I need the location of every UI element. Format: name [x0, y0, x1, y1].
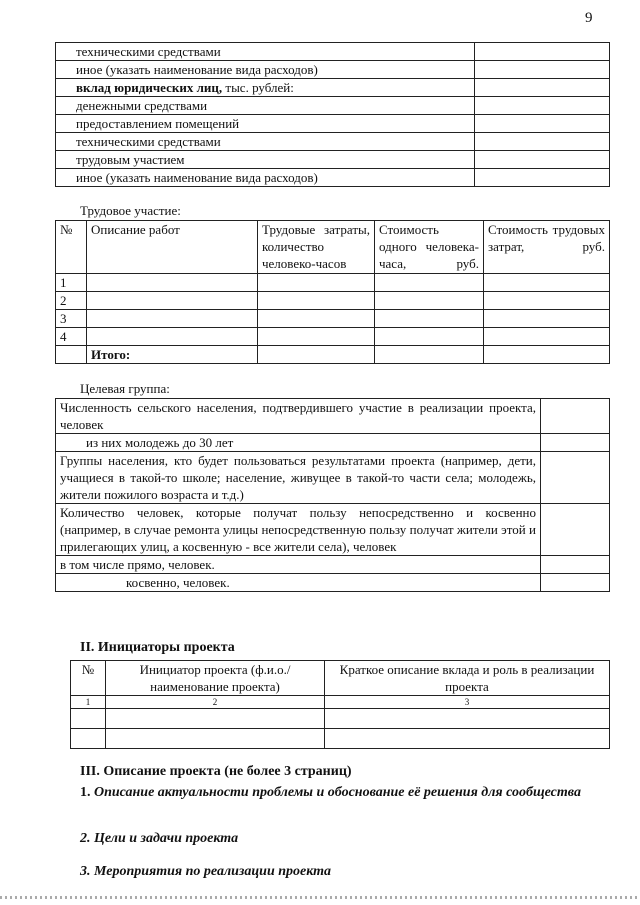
target-row [56, 504, 610, 556]
labor-cell[interactable] [258, 310, 375, 328]
labor-row [56, 328, 610, 346]
labor-header-row [56, 221, 610, 274]
target-table [55, 398, 610, 592]
target-value-cell[interactable] [541, 504, 610, 556]
description-item-1-number: 1. [80, 785, 91, 800]
contribution-label [56, 151, 475, 169]
contribution-label-text: техническими средствами [76, 44, 221, 59]
labor-cell[interactable] [87, 310, 258, 328]
scan-edge-artifact [0, 896, 640, 899]
initiators-table [70, 660, 610, 749]
initiators-header-num: № [71, 661, 106, 696]
labor-cell[interactable] [484, 328, 610, 346]
labor-total-cell[interactable] [375, 346, 484, 364]
contribution-row [56, 97, 610, 115]
cell[interactable] [325, 709, 610, 729]
target-row [56, 574, 610, 592]
contribution-value-cell[interactable] [475, 97, 610, 115]
target-row-label: из них молодежь до 30 лет [56, 434, 541, 452]
contribution-value-cell[interactable] [475, 61, 610, 79]
contribution-label-text: трудовым участием [76, 152, 185, 167]
target-row-label: в том числе прямо, человек. [56, 556, 541, 574]
labor-cell[interactable] [484, 274, 610, 292]
initiators-col-number: 1 [71, 696, 106, 709]
labor-total-label: Итого: [87, 346, 258, 364]
initiators-header-role: Краткое описание вклада и роль в реализации проекта [325, 661, 610, 696]
description-item-2: 2. Цели и задачи проекта [80, 831, 239, 846]
contribution-row [56, 151, 610, 169]
initiators-header-row [71, 661, 610, 696]
contribution-label [56, 169, 475, 187]
target-row [56, 399, 610, 434]
initiators-heading: II. Инициаторы проекта [80, 640, 235, 655]
initiators-number-row [71, 696, 610, 709]
cell[interactable] [106, 729, 325, 749]
description-heading: III. Описание проекта (не более 3 страниц) [80, 764, 352, 779]
labor-table [55, 220, 610, 364]
target-row [56, 556, 610, 574]
contribution-label [56, 97, 475, 115]
target-value-cell[interactable] [541, 399, 610, 434]
labor-cell[interactable] [375, 328, 484, 346]
description-item-3: 3. Мероприятия по реализации проекта [80, 864, 332, 879]
labor-total-cell[interactable] [484, 346, 610, 364]
contribution-row [56, 115, 610, 133]
target-row [56, 434, 610, 452]
contribution-label-text: предоставлением помещений [76, 116, 240, 131]
labor-row [56, 274, 610, 292]
initiators-header-initiator: Инициатор проекта (ф.и.о./наименование проекта) [106, 661, 325, 696]
labor-cell[interactable] [258, 328, 375, 346]
cell[interactable] [71, 709, 106, 729]
contribution-label-text: иное (указать наименование вида расходов) [76, 62, 318, 77]
labor-header-cost-total: Стоимость трудовых затрат, руб. [484, 221, 610, 274]
cell[interactable] [71, 729, 106, 749]
labor-cell[interactable] [87, 328, 258, 346]
labor-row-number: 3 [56, 310, 87, 328]
initiators-col-number: 3 [325, 696, 610, 709]
description-item-1-text: Описание актуальности проблемы и обоснование её решения для сообщества [94, 785, 581, 800]
labor-header-num: № [56, 221, 87, 274]
cell[interactable] [325, 729, 610, 749]
contribution-label [56, 61, 475, 79]
labor-row-number: 4 [56, 328, 87, 346]
labor-header-cost-hour: Стоимость одного человека-часа, руб. [375, 221, 484, 274]
target-row [56, 452, 610, 504]
contribution-row [56, 169, 610, 187]
target-title: Целевая группа: [80, 381, 170, 396]
contribution-value-cell[interactable] [475, 79, 610, 97]
contribution-value-cell[interactable] [475, 151, 610, 169]
contribution-label [56, 133, 475, 151]
target-value-cell[interactable] [541, 452, 610, 504]
target-value-cell[interactable] [541, 556, 610, 574]
labor-cell[interactable] [87, 274, 258, 292]
contribution-label [56, 79, 475, 97]
labor-cell[interactable] [375, 310, 484, 328]
initiators-empty-row [71, 709, 610, 729]
page-number: 9 [585, 10, 593, 26]
contribution-row [56, 79, 610, 97]
labor-row-number: 1 [56, 274, 87, 292]
initiators-empty-row [71, 729, 610, 749]
contribution-value-cell[interactable] [475, 133, 610, 151]
initiators-col-number: 2 [106, 696, 325, 709]
target-row-label: косвенно, человек. [56, 574, 541, 592]
labor-row [56, 292, 610, 310]
contribution-table [55, 42, 610, 187]
target-row-label: Группы населения, кто будет пользоваться результатами проекта (например, дети, учащиеся в такой-то школе; население, живущее в такой-то части села; молодежь, жители пожилого возраста и т.д.) [56, 452, 541, 504]
labor-cell[interactable] [484, 310, 610, 328]
target-value-cell[interactable] [541, 434, 610, 452]
target-row-label: Численность сельского населения, подтвердившего участие в реализации проекта, человек [56, 399, 541, 434]
description-item-1 [80, 783, 600, 803]
labor-cell[interactable] [375, 292, 484, 310]
target-row-label: Количество человек, которые получат пользу непосредственно и косвенно (например, в случае ремонта улицы непосредственную пользу получат жители этой и прилегающих улиц, а косвенную - все жители села), человек [56, 504, 541, 556]
contribution-label-text: техническими средствами [76, 134, 221, 149]
labor-total-cell[interactable] [258, 346, 375, 364]
labor-total-row [56, 346, 610, 364]
labor-cell[interactable] [87, 292, 258, 310]
contribution-label-text: денежными средствами [76, 98, 208, 113]
contribution-label [56, 115, 475, 133]
contribution-row [56, 61, 610, 79]
cell[interactable] [106, 709, 325, 729]
labor-cell[interactable] [258, 274, 375, 292]
contribution-row [56, 133, 610, 151]
contribution-value-cell[interactable] [475, 169, 610, 187]
labor-row [56, 310, 610, 328]
contribution-value-cell[interactable] [475, 115, 610, 133]
contribution-label-suffix: тыс. рублей: [222, 80, 294, 95]
contribution-label [56, 43, 475, 61]
labor-cell[interactable] [375, 274, 484, 292]
labor-total-cell [56, 346, 87, 364]
labor-row-number: 2 [56, 292, 87, 310]
contribution-label-text: иное (указать наименование вида расходов) [76, 170, 318, 185]
labor-header-description: Описание работ [87, 221, 258, 274]
labor-cell[interactable] [484, 292, 610, 310]
labor-header-hours: Трудовые затраты, количество человеко-часов [258, 221, 375, 274]
contribution-row [56, 43, 610, 61]
labor-title: Трудовое участие: [80, 203, 181, 218]
contribution-value-cell[interactable] [475, 43, 610, 61]
contribution-label-text: вклад юридических лиц, [76, 80, 223, 95]
target-value-cell[interactable] [541, 574, 610, 592]
labor-cell[interactable] [258, 292, 375, 310]
